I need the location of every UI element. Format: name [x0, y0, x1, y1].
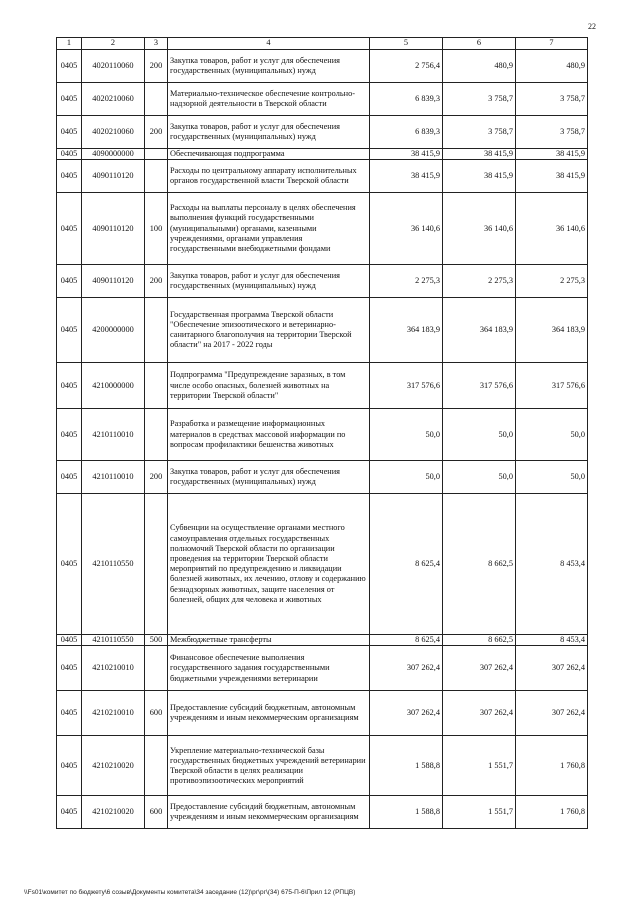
expense-type-cell: 200 [145, 116, 168, 149]
expense-type-cell [145, 409, 168, 461]
header-col-5: 5 [370, 38, 443, 50]
amount-col6-cell: 1 551,7 [443, 736, 516, 796]
amount-col5-cell: 6 839,3 [370, 116, 443, 149]
expense-type-cell: 500 [145, 635, 168, 646]
amount-col5-cell: 6 839,3 [370, 83, 443, 116]
item-name-cell: Закупка товаров, работ и услуг для обеспечения государственных (муниципальных) нужд [168, 265, 370, 298]
expense-type-cell [145, 494, 168, 635]
amount-col7-cell: 8 453,4 [516, 635, 588, 646]
header-col-1: 1 [57, 38, 82, 50]
amount-col5-cell: 8 625,4 [370, 635, 443, 646]
target-article-cell: 4210110550 [82, 635, 145, 646]
expense-type-cell: 200 [145, 50, 168, 83]
amount-col5-cell: 38 415,9 [370, 160, 443, 193]
amount-col6-cell: 307 262,4 [443, 691, 516, 736]
item-name-cell: Закупка товаров, работ и услуг для обеспечения государственных (муниципальных) нужд [168, 50, 370, 83]
section-code-cell: 0405 [57, 83, 82, 116]
header-col-4: 4 [168, 38, 370, 50]
amount-col5-cell: 50,0 [370, 461, 443, 494]
amount-col5-cell: 2 756,4 [370, 50, 443, 83]
section-code-cell: 0405 [57, 298, 82, 363]
table-row [57, 691, 588, 736]
amount-col6-cell: 50,0 [443, 461, 516, 494]
item-name-cell: Разработка и размещение информационных материалов в средствах массовой информации по вопросам профилактики бешенства животных [168, 409, 370, 461]
section-code-cell: 0405 [57, 461, 82, 494]
header-col-3: 3 [145, 38, 168, 50]
table-row [57, 83, 588, 116]
expense-type-cell: 100 [145, 193, 168, 265]
expense-type-cell [145, 736, 168, 796]
item-name-cell: Государственная программа Тверской области "Обеспечение эпизоотического и ветеринарно-санитарного благополучия на территории Тверской области" на 2017 - 2022 годы [168, 298, 370, 363]
file-path-footer: \\Fs01\комитет по бюджету\6 созыв\Документы комитета\34 заседание (12)\рг\рг\(34) 675-П-6\Прил 12 (РПЦВ) [24, 889, 356, 896]
amount-col5-cell: 8 625,4 [370, 494, 443, 635]
target-article-cell: 4210210010 [82, 646, 145, 691]
item-name-cell: Финансовое обеспечение выполнения государственного задания государственными бюджетными учреждениями ветеринарии [168, 646, 370, 691]
section-code-cell: 0405 [57, 160, 82, 193]
amount-col7-cell: 364 183,9 [516, 298, 588, 363]
item-name-cell: Межбюджетные трансферты [168, 635, 370, 646]
section-code-cell: 0405 [57, 736, 82, 796]
target-article-cell: 4210110010 [82, 409, 145, 461]
expense-type-cell: 200 [145, 265, 168, 298]
target-article-cell: 4210110550 [82, 494, 145, 635]
amount-col7-cell: 1 760,8 [516, 736, 588, 796]
amount-col5-cell: 307 262,4 [370, 691, 443, 736]
amount-col5-cell: 307 262,4 [370, 646, 443, 691]
item-name-cell: Субвенции на осуществление органами местного самоуправления отдельных государственных полномочий Тверской области по организации проведения на территории Тверской области мероприятий по предупреждению и ликвидации болезней животных, их лечению, отлову и содержанию безнадзорных животных, защите населения от болезней, общих для человека и животных [168, 494, 370, 635]
amount-col6-cell: 364 183,9 [443, 298, 516, 363]
amount-col7-cell: 307 262,4 [516, 691, 588, 736]
table-row [57, 265, 588, 298]
amount-col7-cell: 1 760,8 [516, 796, 588, 829]
amount-col6-cell: 8 662,5 [443, 635, 516, 646]
target-article-cell: 4090110120 [82, 265, 145, 298]
table-row [57, 646, 588, 691]
target-article-cell: 4020110060 [82, 50, 145, 83]
table-row [57, 149, 588, 160]
target-article-cell: 4020210060 [82, 83, 145, 116]
amount-col7-cell: 3 758,7 [516, 83, 588, 116]
expense-type-cell: 600 [145, 691, 168, 736]
table-row [57, 461, 588, 494]
table-body [57, 50, 588, 829]
target-article-cell: 4200000000 [82, 298, 145, 363]
amount-col6-cell: 38 415,9 [443, 160, 516, 193]
amount-col6-cell: 50,0 [443, 409, 516, 461]
table-row [57, 736, 588, 796]
expense-type-cell: 200 [145, 461, 168, 494]
item-name-cell: Укрепление материально-технической базы государственных бюджетных учреждений ветеринарии Тверской области в целях реализации противоэпизоотических мероприятий [168, 736, 370, 796]
expense-type-cell [145, 646, 168, 691]
table-row [57, 116, 588, 149]
amount-col7-cell: 307 262,4 [516, 646, 588, 691]
table-row [57, 50, 588, 83]
amount-col6-cell: 317 576,6 [443, 363, 516, 409]
amount-col5-cell: 317 576,6 [370, 363, 443, 409]
section-code-cell: 0405 [57, 796, 82, 829]
item-name-cell: Предоставление субсидий бюджетным, автономным учреждениям и иным некоммерческим организациям [168, 691, 370, 736]
item-name-cell: Закупка товаров, работ и услуг для обеспечения государственных (муниципальных) нужд [168, 461, 370, 494]
section-code-cell: 0405 [57, 691, 82, 736]
amount-col7-cell: 50,0 [516, 461, 588, 494]
table-row [57, 193, 588, 265]
header-col-6: 6 [443, 38, 516, 50]
expense-type-cell [145, 149, 168, 160]
expense-type-cell [145, 160, 168, 193]
expense-type-cell [145, 83, 168, 116]
table-row [57, 160, 588, 193]
table-row [57, 298, 588, 363]
item-name-cell: Закупка товаров, работ и услуг для обеспечения государственных (муниципальных) нужд [168, 116, 370, 149]
page-number: 22 [588, 22, 596, 31]
table-row [57, 409, 588, 461]
section-code-cell: 0405 [57, 149, 82, 160]
item-name-cell: Обеспечивающая подпрограмма [168, 149, 370, 160]
section-code-cell: 0405 [57, 635, 82, 646]
amount-col6-cell: 307 262,4 [443, 646, 516, 691]
section-code-cell: 0405 [57, 116, 82, 149]
amount-col6-cell: 3 758,7 [443, 83, 516, 116]
column-number-row [57, 38, 588, 50]
target-article-cell: 4210110010 [82, 461, 145, 494]
item-name-cell: Расходы на выплаты персоналу в целях обеспечения выполнения функций государственными (муниципальными) органами, казенными учреждениями, органами управления государственными внебюджетными фондами [168, 193, 370, 265]
amount-col5-cell: 1 588,8 [370, 796, 443, 829]
amount-col6-cell: 3 758,7 [443, 116, 516, 149]
section-code-cell: 0405 [57, 50, 82, 83]
amount-col7-cell: 317 576,6 [516, 363, 588, 409]
amount-col7-cell: 50,0 [516, 409, 588, 461]
amount-col5-cell: 1 588,8 [370, 736, 443, 796]
item-name-cell: Материально-техническое обеспечение контрольно-надзорной деятельности в Тверской области [168, 83, 370, 116]
section-code-cell: 0405 [57, 494, 82, 635]
amount-col5-cell: 2 275,3 [370, 265, 443, 298]
amount-col5-cell: 364 183,9 [370, 298, 443, 363]
amount-col5-cell: 36 140,6 [370, 193, 443, 265]
target-article-cell: 4090000000 [82, 149, 145, 160]
section-code-cell: 0405 [57, 409, 82, 461]
amount-col7-cell: 480,9 [516, 50, 588, 83]
section-code-cell: 0405 [57, 265, 82, 298]
section-code-cell: 0405 [57, 646, 82, 691]
amount-col7-cell: 36 140,6 [516, 193, 588, 265]
expense-type-cell: 600 [145, 796, 168, 829]
target-article-cell: 4020210060 [82, 116, 145, 149]
amount-col6-cell: 480,9 [443, 50, 516, 83]
amount-col6-cell: 2 275,3 [443, 265, 516, 298]
target-article-cell: 4210210020 [82, 796, 145, 829]
item-name-cell: Предоставление субсидий бюджетным, автономным учреждениям и иным некоммерческим организациям [168, 796, 370, 829]
budget-table [56, 37, 588, 829]
amount-col6-cell: 1 551,7 [443, 796, 516, 829]
amount-col7-cell: 8 453,4 [516, 494, 588, 635]
amount-col6-cell: 36 140,6 [443, 193, 516, 265]
table-row [57, 796, 588, 829]
amount-col6-cell: 38 415,9 [443, 149, 516, 160]
target-article-cell: 4210000000 [82, 363, 145, 409]
table-row [57, 635, 588, 646]
table-row [57, 494, 588, 635]
amount-col7-cell: 2 275,3 [516, 265, 588, 298]
amount-col7-cell: 3 758,7 [516, 116, 588, 149]
table-row [57, 363, 588, 409]
header-col-2: 2 [82, 38, 145, 50]
item-name-cell: Расходы по центральному аппарату исполнительных органов государственной власти Тверской области [168, 160, 370, 193]
header-col-7: 7 [516, 38, 588, 50]
target-article-cell: 4210210020 [82, 736, 145, 796]
amount-col5-cell: 50,0 [370, 409, 443, 461]
section-code-cell: 0405 [57, 193, 82, 265]
amount-col5-cell: 38 415,9 [370, 149, 443, 160]
expense-type-cell [145, 363, 168, 409]
target-article-cell: 4090110120 [82, 160, 145, 193]
amount-col7-cell: 38 415,9 [516, 149, 588, 160]
target-article-cell: 4090110120 [82, 193, 145, 265]
expense-type-cell [145, 298, 168, 363]
amount-col7-cell: 38 415,9 [516, 160, 588, 193]
section-code-cell: 0405 [57, 363, 82, 409]
item-name-cell: Подпрограмма "Предупреждение заразных, в том числе особо опасных, болезней животных на территории Тверской области" [168, 363, 370, 409]
amount-col6-cell: 8 662,5 [443, 494, 516, 635]
target-article-cell: 4210210010 [82, 691, 145, 736]
